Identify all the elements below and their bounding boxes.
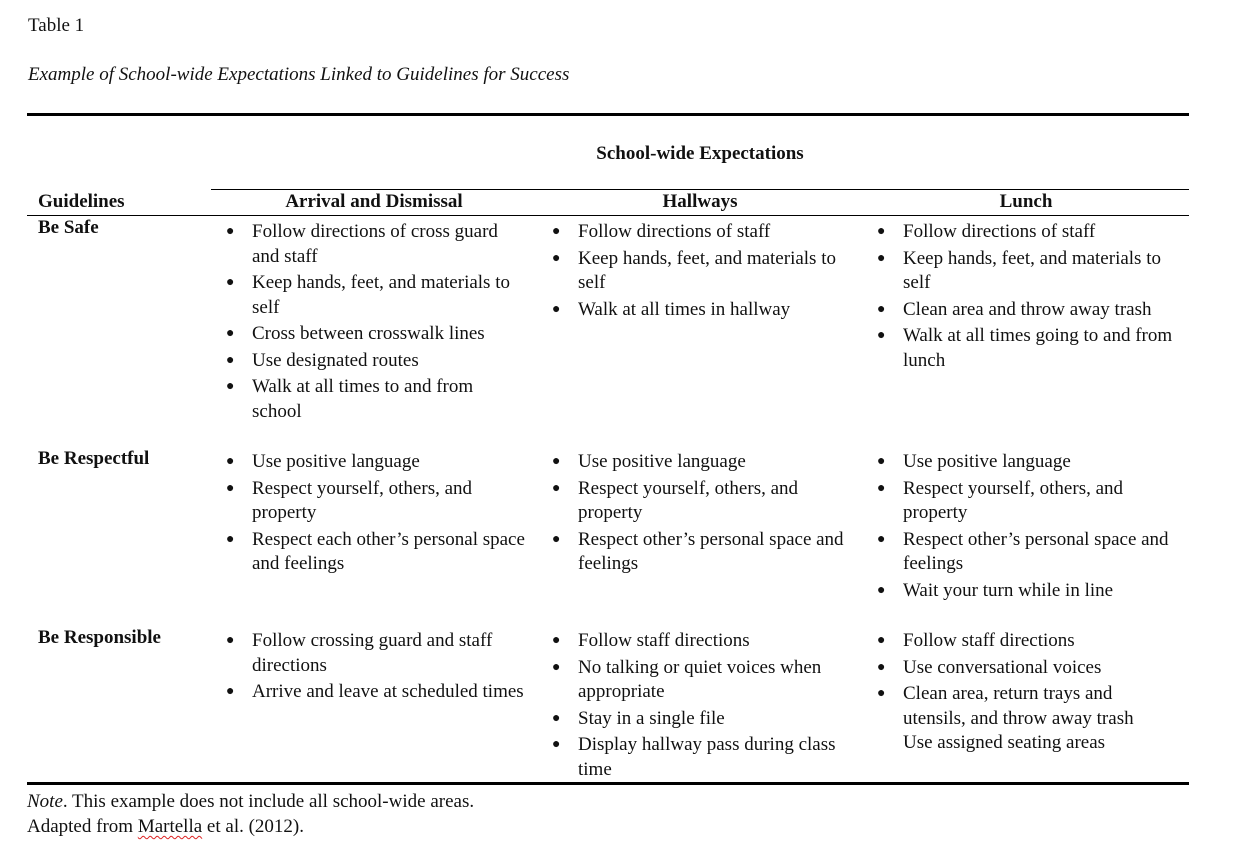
- list-item-text: Cross between crosswalk lines: [252, 323, 485, 344]
- bullet-icon: ●: [877, 301, 886, 317]
- list-item-text: Display hallway pass during class time: [578, 734, 836, 780]
- bullet-icon: ●: [552, 531, 561, 547]
- list-item-text: Use positive language: [903, 451, 1071, 472]
- bullet-icon: ●: [877, 480, 886, 496]
- list-item: [877, 528, 1177, 577]
- list-item: [226, 629, 526, 678]
- bullet-icon: ●: [877, 686, 886, 701]
- list-item-text: No talking or quiet voices when appropriate: [578, 656, 822, 702]
- bullet-icon: ●: [552, 737, 561, 752]
- list-item: [552, 707, 852, 732]
- bullet-icon: ●: [226, 633, 235, 648]
- bullet-icon: ●: [877, 224, 886, 239]
- bullet-icon: ●: [877, 454, 886, 469]
- list-item: [877, 247, 1177, 296]
- bullet-icon: ●: [226, 531, 235, 547]
- list-item-text: Follow directions of staff: [903, 221, 1096, 242]
- list-item: [226, 477, 526, 526]
- bullet-icon: ●: [552, 659, 561, 675]
- note-text: . This example does not include all school-wide areas.: [62, 791, 475, 812]
- list-item-text: Clean area and throw away trash: [903, 298, 1152, 320]
- list-item-text: Follow directions of staff: [578, 221, 771, 242]
- list-item: [877, 220, 1177, 245]
- note-line-2: [27, 814, 474, 839]
- bullet-icon: ●: [877, 250, 886, 266]
- list-item-text: Follow crossing guard and staff directions: [252, 630, 493, 676]
- bullet-icon: ●: [877, 531, 886, 547]
- list-item: [552, 450, 852, 475]
- bullet-icon: ●: [226, 379, 235, 394]
- note-line-1: [27, 789, 474, 814]
- list-item-text: Use conversational voices: [903, 656, 1102, 678]
- list-item-text: Follow staff directions: [903, 630, 1075, 651]
- bullet-icon: ●: [552, 633, 561, 648]
- note-label: Note: [27, 791, 63, 812]
- list-item-text: Use designated routes: [252, 349, 419, 371]
- list-item: [877, 477, 1177, 526]
- table-top-rule: [27, 113, 1189, 116]
- list-item: [226, 271, 526, 320]
- column-header-guidelines: Guidelines: [38, 191, 125, 212]
- list-item: [552, 528, 852, 577]
- list-item: [877, 298, 1177, 323]
- list-item-text: Respect other’s personal space and feelings: [903, 528, 1169, 574]
- list-item: [552, 656, 852, 705]
- list-item: [226, 349, 526, 374]
- bullet-icon: ●: [226, 224, 235, 239]
- list-item-text: Use positive language: [252, 451, 420, 472]
- list-item: [226, 528, 526, 577]
- list-item-text: Arrive and leave at scheduled times: [252, 681, 524, 702]
- list-item-text: Clean area, return trays and utensils, and throw away trash: [903, 683, 1134, 729]
- list-item-text: Follow directions of cross guard and staff: [252, 221, 498, 267]
- table-title: Example of School-wide Expectations Linked to Guidelines for Success: [28, 64, 570, 85]
- list-item: [877, 629, 1177, 654]
- list-item-text: Wait your turn while in line: [903, 579, 1114, 601]
- list-item-text: Use assigned seating areas: [903, 732, 1106, 753]
- list-item: [552, 220, 852, 245]
- list-item: [552, 298, 852, 323]
- list-item-text: Keep hands, feet, and materials to self: [578, 247, 836, 293]
- bullet-icon: ●: [552, 480, 561, 496]
- list-item: [226, 450, 526, 475]
- cell-respectful-arrival: [226, 450, 526, 579]
- header-rule: [27, 215, 1189, 216]
- list-item-text: Stay in a single file: [578, 707, 725, 729]
- bullet-icon: ●: [552, 454, 561, 469]
- bullet-icon: ●: [226, 326, 235, 341]
- bullet-icon: ●: [552, 301, 561, 317]
- cell-safe-arrival: [226, 220, 526, 426]
- list-item: [552, 629, 852, 654]
- spanner-heading: School-wide Expectations: [596, 143, 804, 164]
- column-header-lunch: Lunch: [999, 191, 1053, 212]
- list-item-text: Respect yourself, others, and property: [578, 477, 799, 523]
- note-source-suffix: et al. (2012).: [202, 816, 304, 837]
- list-item: [877, 324, 1177, 373]
- bullet-icon: ●: [552, 250, 561, 266]
- cell-safe-lunch: [877, 220, 1177, 375]
- column-header-arrival-dismissal: Arrival and Dismissal: [285, 191, 463, 212]
- list-item: [552, 477, 852, 526]
- list-item: [877, 579, 1177, 604]
- bullet-icon: ●: [552, 224, 561, 239]
- list-item: [226, 220, 526, 269]
- cell-responsible-lunch: [877, 629, 1177, 758]
- bullet-icon: ●: [552, 710, 561, 726]
- note-source-prefix: Adapted from: [27, 816, 138, 837]
- bullet-icon: ●: [226, 352, 235, 368]
- list-item-text: Respect other’s personal space and feelings: [578, 528, 844, 574]
- guideline-be-responsible: Be Responsible: [38, 627, 161, 648]
- guideline-be-safe: Be Safe: [38, 217, 99, 238]
- list-item: [877, 656, 1177, 681]
- list-item-text: Respect yourself, others, and property: [252, 477, 473, 523]
- list-item-text: Keep hands, feet, and materials to self: [252, 272, 510, 318]
- cell-respectful-lunch: [877, 450, 1177, 605]
- list-item-text: Respect each other’s personal space and feelings: [252, 528, 525, 574]
- cell-safe-hallways: [552, 220, 852, 324]
- column-header-hallways: Hallways: [662, 191, 738, 212]
- list-item: [226, 322, 526, 347]
- list-item: [552, 733, 852, 782]
- list-item: [226, 680, 526, 705]
- bullet-icon: ●: [226, 480, 235, 496]
- list-item-continuation: [877, 731, 1177, 756]
- table-label: Table 1: [28, 15, 85, 36]
- bullet-icon: ●: [226, 454, 235, 469]
- bullet-icon: ●: [877, 659, 886, 675]
- cell-responsible-arrival: [226, 629, 526, 707]
- bullet-icon: ●: [877, 328, 886, 343]
- list-item-text: Follow staff directions: [578, 630, 750, 651]
- bullet-icon: ●: [877, 582, 886, 598]
- list-item: [877, 450, 1177, 475]
- bullet-icon: ●: [226, 275, 235, 290]
- list-item-text: Walk at all times going to and from lunch: [903, 325, 1173, 371]
- list-item-text: Use positive language: [578, 451, 746, 472]
- bullet-icon: ●: [877, 633, 886, 648]
- bullet-icon: ●: [226, 684, 235, 699]
- list-item: [552, 247, 852, 296]
- table-note: [27, 789, 474, 839]
- list-item: [226, 375, 526, 424]
- spanner-rule: [211, 189, 1189, 190]
- guideline-be-respectful: Be Respectful: [38, 448, 150, 469]
- cell-respectful-hallways: [552, 450, 852, 579]
- list-item: [877, 682, 1177, 731]
- list-item-text: Keep hands, feet, and materials to self: [903, 247, 1161, 293]
- list-item-text: Walk at all times to and from school: [252, 376, 474, 422]
- table-bottom-rule: [27, 782, 1189, 785]
- list-item-text: Walk at all times in hallway: [578, 298, 791, 320]
- note-author-misspelled[interactable]: Martella: [137, 816, 203, 837]
- list-item-text: Respect yourself, others, and property: [903, 477, 1124, 523]
- cell-responsible-hallways: [552, 629, 852, 784]
